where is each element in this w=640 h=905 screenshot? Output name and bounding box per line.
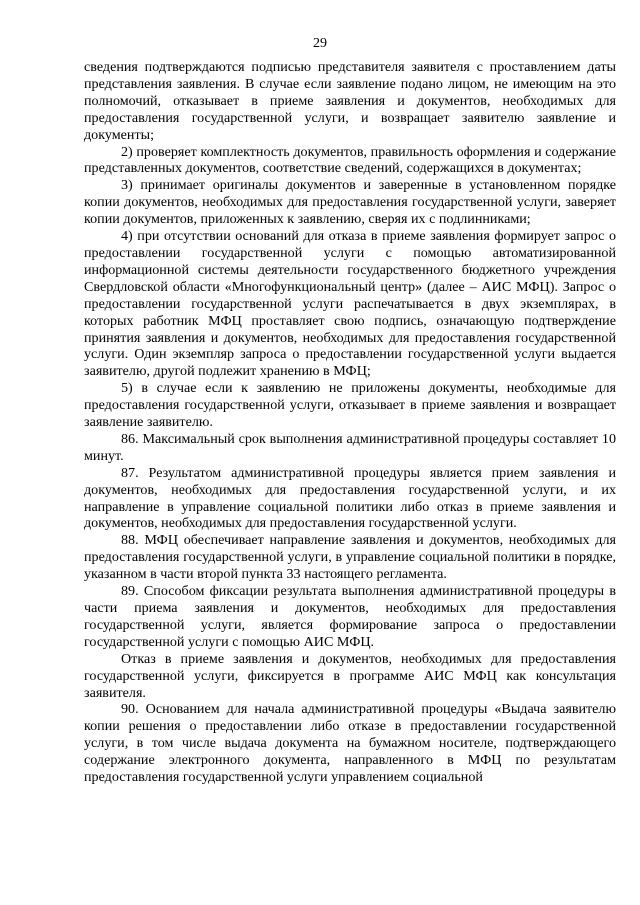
paragraph-item-5: 5) в случае если к заявлению не приложены документы, необходимые для предоставления государственной услуги, отказывает в приеме заявления и возвращает заявление заявителю. bbox=[84, 380, 616, 431]
paragraph-88: 88. МФЦ обеспечивает направление заявления и документов, необходимых для предоставления государственной услуги, в управление социальной политики в порядке, указанном в части второй пункта 33 настоящего регламента. bbox=[84, 532, 616, 583]
page-number: 29 bbox=[313, 36, 327, 51]
paragraph-item-4: 4) при отсутствии оснований для отказа в приеме заявления формирует запрос о предоставлении государственной услуги с помощью автоматизированной информационной системы деятельности государственного бюджетного учреждения Свердловской области «Многофункциональный центр» (далее – АИС МФЦ). Запрос о предоставлении государственной услуги распечатывается в двух экземплярах, в которых работник МФЦ проставляет свою подпись, означающую подтверждение принятия заявления и документов, необходимых для предоставления государственной услуги. Один экземпляр запроса о предоставлении государственной услуги выдается заявителю, другой подлежит хранению в МФЦ; bbox=[84, 228, 616, 380]
paragraph-item-2: 2) проверяет комплектность документов, правильность оформления и содержание представленных документов, соответствие сведений, содержащихся в документах; bbox=[84, 143, 616, 177]
paragraph-89-refusal: Отказ в приеме заявления и документов, необходимых для предоставления государственной услуги, фиксируется в программе АИС МФЦ как консультация заявителя. bbox=[84, 650, 616, 701]
document-body bbox=[84, 59, 616, 786]
paragraph-item-3: 3) принимает оригиналы документов и заверенные в установленном порядке копии документов, необходимых для предоставления государственной услуги, заверяет копии документов, приложенных к заявлению, сверяя их с подлинниками; bbox=[84, 177, 616, 228]
paragraph-continuation: сведения подтверждаются подписью представителя заявителя с проставлением даты представления заявления. В случае если заявление подано лицом, не имеющим на это полномочий, отказывает в приеме заявления и документов, необходимых для предоставления государственной услуги, и возвращает заявителю заявление и документы; bbox=[84, 59, 616, 143]
paragraph-87: 87. Результатом административной процедуры является прием заявления и документов, необходимых для предоставления государственной услуги, и их направление в управление социальной политики либо отказ в приеме заявления и документов, необходимых для предоставления государственной услуги. bbox=[84, 464, 616, 532]
paragraph-89: 89. Способом фиксации результата выполнения административной процедуры в части приема заявления и документов, необходимых для предоставления государственной услуги, является формирование запроса о предоставлении государственной услуги с помощью АИС МФЦ. bbox=[84, 583, 616, 650]
paragraph-86: 86. Максимальный срок выполнения административной процедуры составляет 10 минут. bbox=[84, 430, 616, 464]
paragraph-90: 90. Основанием для начала административной процедуры «Выдача заявителю копии решения о предоставлении либо отказе в предоставлении государственной услуги, в том числе выдача документа на бумажном носителе, подтверждающего содержание электронного документа, направленного в МФЦ по результатам предоставления государственной услуги управлением социальной bbox=[84, 701, 616, 786]
